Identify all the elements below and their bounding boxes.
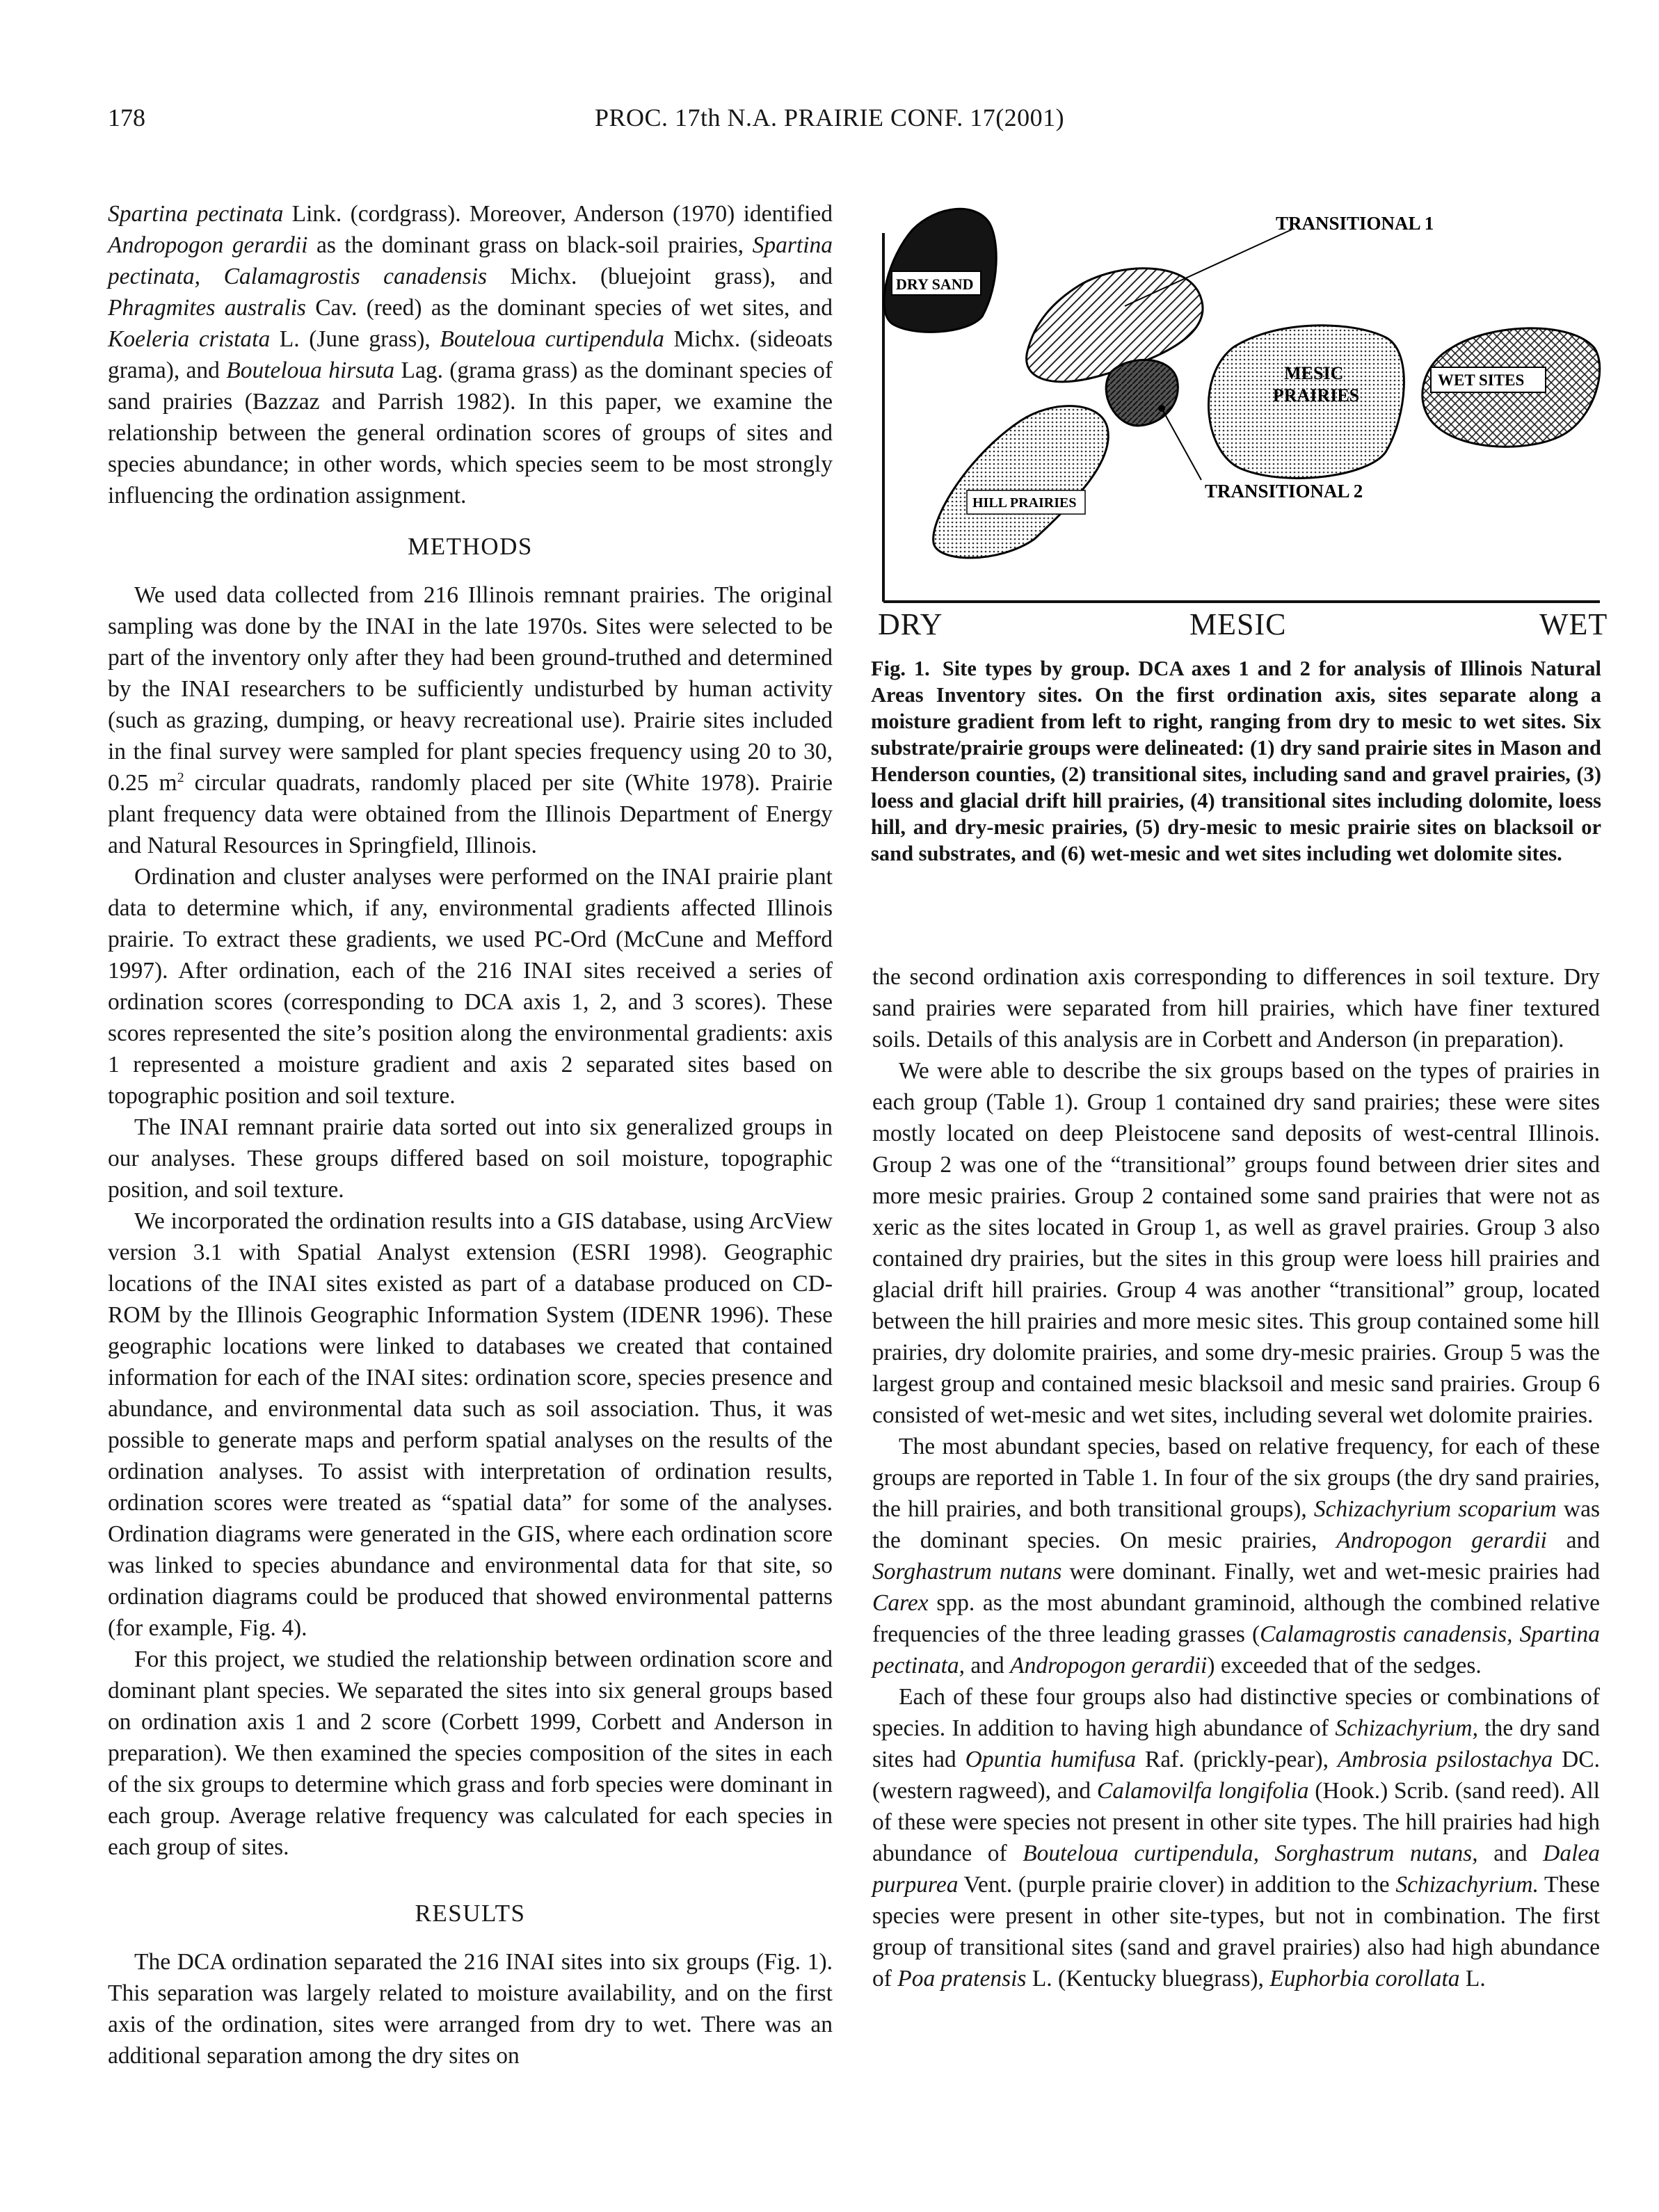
axis-label-mesic: MESIC	[1189, 607, 1287, 641]
paragraph-methods-4: We incorporated the ordination results into a GIS database, using ArcView version 3.1 with Spatial Analyst extension (ESRI 1998). Geographic locations of the INAI sites existed as part of a database produced on CD-ROM by the Illinois Geographic Information System (IDENR 1996). These geographic locations were linked to databases we created that contained information for each of the INAI sites: ordination score, species presence and abundance, and environmental data such as soil association. Thus, it was possible to generate maps and perform spatial analyses on the results of the ordination analyses. To assist with interpretation of ordination results, ordination scores were treated as “spatial data” for some of the analyses. Ordination diagrams were generated in the GIS, where each ordination score was linked to species abundance and environmental data for that site, so ordination diagrams could be produced that showed environmental patterns (for example, Fig. 4).	[108, 1208, 833, 1641]
left-column	[108, 198, 833, 2071]
page-number: 178	[108, 104, 145, 131]
paragraph-results-4: The most abundant species, based on relative frequency, for each of these groups are reported in Table 1. In four of the six groups (the dry sand prairies, the hill prairies, and both transitional groups), Schizachyrium scoparium was the dominant species. On mesic prairies, Andropogon gerardii and Sorghastrum nutans were dominant. Finally, wet and wet-mesic prairies had Carex spp. as the most abundant graminoid, although the combined relative frequencies of the three leading grasses (Calamagrostis canadensis, Spartina pectinata, and Andropogon gerardii) exceeded that of the sedges.	[872, 1434, 1600, 1678]
axis-label-wet: WET	[1539, 607, 1608, 641]
caption-text: Site types by group. DCA axes 1 and 2 for analysis of Illinois Natural Areas Inventory sites. On the first ordination axis, sites separate along a moisture gradient from left to right, ranging from dry to mesic to wet sites. Six substrate/prairie groups were delineated: (1) dry sand prairie sites in Mason and Henderson counties, (2) transitional sites, including sand and gravel prairies, (3) loess and glacial drift hill prairies, (4) transitional sites including dolomite, loess hill, and dry-mesic prairies, (5) dry-mesic to mesic prairie sites on blacksoil or sand substrates, and (6) wet-mesic and wet sites including wet dolomite sites.	[871, 657, 1601, 865]
paragraph-methods-1: We used data collected from 216 Illinois remnant prairies. The original sampling was done by the INAI in the late 1970s. Sites were selected to be part of the inventory only after they had been ground-truthed and determined by the INAI researchers to be sufficiently undisturbed by human activity (such as grazing, dumping, or heavy recreational use). Prairie sites included in the final survey were sampled for plant species frequency using 20 to 30, 0.25 $m^2$ circular quadrats, randomly placed per site (White 1978). Prairie plant frequency data were obtained from the Illinois Department of Energy and Natural Resources in Springfield, Illinois.	[108, 582, 833, 858]
running-head: PROC. 17th N.A. PRAIRIE CONF. 17(2001)	[595, 104, 1065, 131]
methods-heading: METHODS	[408, 533, 533, 560]
paragraph-results-1: The DCA ordination separated the 216 INAI sites into six groups (Fig. 1). This separation was largely related to moisture availability, and on the first axis of the ordination, sites were arranged from dry to wet. There was an additional separation among the dry sites on	[108, 1949, 833, 2069]
transitional-1-label: TRANSITIONAL 1	[1276, 213, 1434, 234]
transitional-2-label: TRANSITIONAL 2	[1205, 481, 1363, 502]
paragraph-intro-continued: Spartina pectinata Link. (cordgrass). Moreover, Anderson (1970) identified Andropogon gerardii as the dominant grass on black-soil prairies, Spartina pectinata, Calamagrostis canadensis Michx. (bluejoint grass), and Phragmites australis Cav. (reed) as the dominant species of wet sites, and Koeleria cristata L. (June grass), Bouteloua curtipendula Michx. (sideoats grama), and Bouteloua hirsuta Lag. (grama grass) as the dominant species of sand prairies (Bazzaz and Parrish 1982). In this paper, we examine the relationship between the general ordination scores of groups of sites and species abundance; in other words, which species seem to be most strongly influencing the ordination assignment.	[108, 201, 833, 508]
figure-1	[871, 195, 1601, 654]
caption-label: Fig. 1.	[871, 657, 930, 680]
transitional-2-pointer	[1162, 408, 1201, 480]
paragraph-methods-3: The INAI remnant prairie data sorted out into six generalized groups in our analyses. These groups differed based on soil moisture, topographic position, and soil texture.	[108, 1114, 833, 1203]
hill-prairies-region	[933, 406, 1109, 558]
paragraph-methods-5: For this project, we studied the relationship between ordination score and dominant plant species. We separated the sites into six general groups based on ordination axis 1 and 2 score (Corbett 1999, Corbett and Anderson in preparation). We then examined the species composition of the sites in each of the six groups to determine which grass and forb species were dominant in each group. Average relative frequency was calculated for each species in each group of sites.	[108, 1646, 833, 1860]
paragraph-results-2: the second ordination axis corresponding to differences in soil texture. Dry sand prairies were separated from hill prairies, which have finer textured soils. Details of this analysis are in Corbett and Anderson (in preparation).	[872, 964, 1600, 1052]
dry-sand-region	[884, 209, 996, 332]
transitional-1-region	[1027, 269, 1203, 382]
hill-prairies-label: HILL PRAIRIES	[972, 495, 1077, 511]
dry-sand-label: DRY SAND	[896, 275, 974, 293]
paragraph-results-5: Each of these four groups also had distinctive species or combinations of species. In addition to having high abundance of Schizachyrium, the dry sand sites had Opuntia humifusa Raf. (prickly-pear), Ambrosia psilostachya DC. (western ragweed), and Calamovilfa longifolia (Hook.) Scrib. (sand reed). All of these were species not present in other site types. The hill prairies had high abundance of Bouteloua curtipendula, Sorghastrum nutans, and Dalea purpurea Vent. (purple prairie clover) in addition to the Schizachyrium. These species were present in other site-types, but not in combination. The first group of transitional sites (sand and gravel prairies) also had high abundance of Poa pratensis L. (Kentucky bluegrass), Euphorbia corollata L.	[872, 1684, 1600, 1991]
axis-label-dry: DRY	[878, 607, 943, 641]
results-heading: RESULTS	[415, 1900, 526, 1927]
mesic-prairies-label: MESIC PRAIRIES	[1272, 363, 1360, 406]
wet-sites-label: WET SITES	[1438, 371, 1525, 389]
right-column	[872, 961, 1600, 1994]
paragraph-results-3: We were able to describe the six groups based on the types of prairies in each group (Table 1). Group 1 contained dry sand prairies; these were sites mostly located on deep Pleistocene sand deposits of west-central Illinois. Group 2 was one of the “transitional” groups found between drier sites and more mesic prairies. Group 2 contained some sand prairies that were not as xeric as the sites located in Group 1, as well as gravel prairies. Group 3 also contained dry prairies, but the sites in this group were loess hill prairies and glacial drift hill prairies. Group 4 was another “transitional” group, located between the hill prairies and more mesic sites. This group contained some hill prairies, dry dolomite prairies, and some dry-mesic prairies. Group 5 was the largest group and contained mesic blacksoil and mesic sand prairies. Group 6 consisted of wet-mesic and wet sites, including several wet dolomite prairies.	[872, 1058, 1600, 1428]
paragraph-methods-2: Ordination and cluster analyses were performed on the INAI prairie plant data to determine which, if any, environmental gradients affected Illinois prairie. To extract these gradients, we used PC-Ord (McCune and Mefford 1997). After ordination, each of the 216 INAI sites received a series of ordination scores (corresponding to DCA axis 1, 2, and 3 scores). These scores represented the site’s position along the environmental gradients: axis 1 represented a moisture gradient and axis 2 separated sites based on topographic position and soil texture.	[108, 864, 833, 1109]
figure-caption	[871, 655, 1601, 867]
ordination-diagram	[871, 195, 1601, 654]
transitional-2-region	[1106, 360, 1178, 426]
